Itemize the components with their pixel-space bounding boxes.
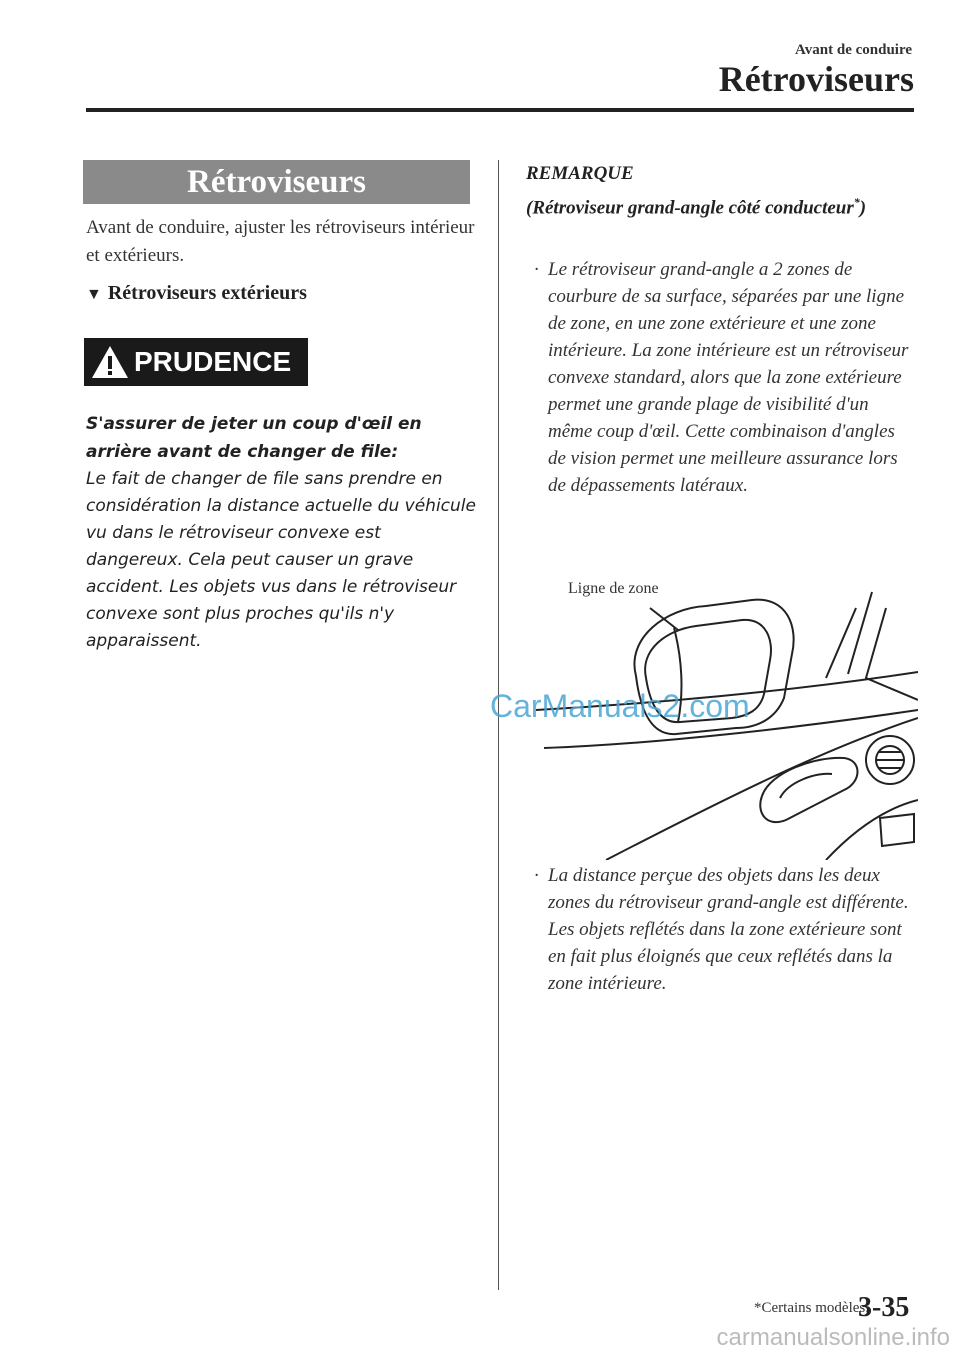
- subheading-text: Rétroviseurs extérieurs: [107, 282, 307, 304]
- bullet-dot: ·: [534, 259, 539, 280]
- header-divider: [86, 108, 914, 112]
- bullet-1-text: Le rétroviseur grand-angle a 2 zones de courbure de sa surface, séparées par une ligne de zone, en une zone extérieure et une zone intérieure. La zone intérieure est un rétroviseur convexe standard, alors que la zone extérieure permet une grande plage de visibilité d'un même coup d'œil. Cette combinaison d'angles de vision permet une meilleure assurance lors de dépassements latéraux.: [548, 259, 909, 496]
- warning-heading: S'assurer de jeter un coup d'œil en arrière avant de changer de file:: [86, 414, 422, 462]
- footnote: *Certains modèles.: [754, 1300, 869, 1316]
- bullet-2-text: La distance perçue des objets dans les deux zones du rétroviseur grand-angle est différente. Les objets reflétés dans la zone extérieure sont en fait plus éloignés que ceux reflétés dans la zone intérieure.: [548, 865, 909, 994]
- footnote-star: *: [853, 195, 860, 209]
- site-watermark: carmanualsonline.info: [716, 1324, 950, 1351]
- remark-title: [526, 160, 916, 222]
- column-divider: [498, 160, 499, 1290]
- zone-line-label: Ligne de zone: [568, 580, 659, 597]
- warning-body: Le fait de changer de file sans prendre en considération la distance actuelle du véhicule vu dans le rétroviseur convexe est dangereux. Cela peut causer un grave accident. Les objets vus dans le rétroviseur convexe sont plus proches qu'ils n'y apparaissent.: [86, 469, 476, 651]
- triangle-marker-icon: ▼: [86, 286, 102, 303]
- intro-paragraph: Avant de conduire, ajuster les rétroviseurs intérieur et extérieurs.: [86, 217, 475, 266]
- overlay-watermark: CarManuals2.com: [490, 688, 750, 724]
- subheading: [86, 282, 307, 305]
- remark-bullet-2: [526, 862, 916, 997]
- remark-title-line1: REMARQUE: [526, 163, 634, 184]
- remark-title-line2: (Rétroviseur grand-angle côté conducteur*): [526, 195, 867, 219]
- section-title-bar: Rétroviseurs: [83, 160, 470, 204]
- warning-triangle-icon: [90, 344, 130, 380]
- bullet-dot: ·: [534, 865, 539, 886]
- header-page-title: Rétroviseurs: [718, 59, 914, 99]
- page-number: 3-35: [858, 1292, 910, 1323]
- caution-banner: [84, 338, 308, 386]
- remark-bullet-1: [526, 256, 916, 499]
- caution-label: PRUDENCE: [134, 346, 292, 377]
- header-section-label: Avant de conduire: [795, 42, 912, 58]
